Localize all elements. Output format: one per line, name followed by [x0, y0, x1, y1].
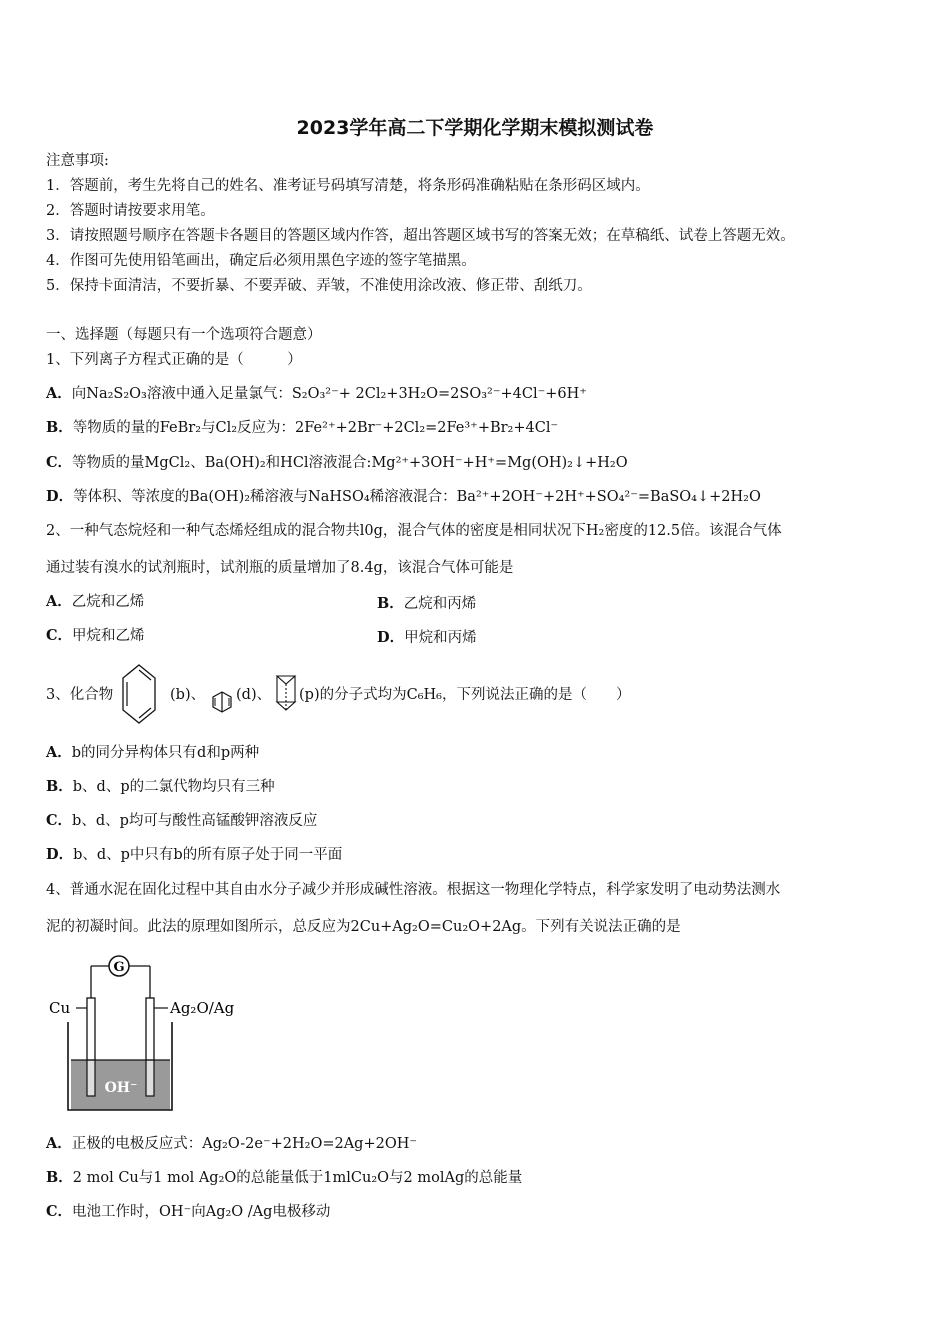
page-title: 2023学年高二下学期化学期末模拟测试卷 [296, 117, 654, 139]
notice-item: 4．作图可先使用铅笔画出，确定后必须用黑色字迹的签字笔描黑。 [46, 253, 476, 269]
option-label: C． [46, 1203, 73, 1220]
option-text: b的同分异构体只有d和p两种 [71, 745, 260, 761]
q2-stem: 2、一种气态烷烃和一种气态烯烃组成的混合物共l0g，混合气体的密度是相同状况下H₂密度的12.5倍。该混合气体 [46, 523, 782, 539]
q1-option-b [46, 418, 558, 438]
option-text: 甲烷和乙烯 [72, 628, 145, 644]
option-text: b、d、p的二氯代物均只有三种 [72, 779, 275, 795]
option-label: D． [46, 488, 74, 505]
benzene-structure-b [120, 662, 158, 726]
option-label: A． [46, 385, 72, 402]
option-text: 电池工作时，OH⁻向Ag₂O /Ag电极移动 [72, 1204, 331, 1220]
option-label: C． [46, 627, 73, 644]
option-label: D． [46, 846, 74, 863]
q4-stem: 4、普通水泥在固化过程中其自由水分子减少并形成碱性溶液。根据这一物理化学特点，科学家发明了电动势法测水 [46, 882, 781, 898]
option-text: 等物质的量的FeBr₂与Cl₂反应为：2Fe²⁺+2Br⁻+2Cl₂=2Fe³⁺+Br₂+4Cl⁻ [72, 420, 559, 436]
notice-item: 2．答题时请按要求用笔。 [46, 203, 215, 219]
q2-option-c [46, 626, 145, 646]
option-text: 乙烷和丙烯 [403, 596, 477, 612]
q3-d-label: (d)、 [236, 687, 272, 703]
q3-option-a [46, 743, 259, 763]
option-label: B． [377, 595, 404, 612]
q2-option-b [377, 592, 476, 613]
q3-option-b [46, 777, 275, 797]
q3-p-label: (p)的分子式均为C₆H₆，下列说法正确的是（ ） [299, 687, 631, 703]
electrochemical-cell-diagram [46, 950, 256, 1120]
option-text: 乙烷和乙烯 [71, 594, 145, 610]
q4-option-a [46, 1134, 417, 1154]
option-label: A． [46, 593, 72, 610]
q4-option-b [46, 1168, 522, 1188]
notice-item: 1．答题前，考生先将自己的姓名、准考证号码填写清楚，将条形码准确粘贴在条形码区域内。 [46, 178, 650, 194]
option-text: 等体积、等浓度的Ba(OH)₂稀溶液与NaHSO₄稀溶液混合：Ba²⁺+2OH⁻+2H⁺+SO₄²⁻=BaSO₄↓+2H₂O [73, 489, 761, 505]
option-label: B． [46, 778, 73, 795]
section-heading: 一、选择题（每题只有一个选项符合题意） [46, 327, 322, 343]
dewar-benzene-structure-d [210, 690, 234, 714]
q2-option-d [377, 626, 477, 647]
option-label: B． [46, 1169, 73, 1186]
option-label: C． [46, 454, 73, 471]
option-text: 2 mol Cu与1 mol Ag₂O的总能量低于1mlCu₂O与2 molAg的总能量 [72, 1170, 523, 1186]
galvanometer-label: G [113, 960, 125, 975]
option-label: A． [46, 1135, 72, 1152]
ag2o-ag-label: Ag₂O/Ag [170, 999, 235, 1017]
option-label: C． [46, 812, 73, 829]
q3-stem-start: 3、化合物 [46, 687, 114, 703]
oh-label: OH⁻ [104, 1080, 138, 1096]
q4-stem: 泥的初凝时间。此法的原理如图所示，总反应为2Cu+Ag₂O=Cu₂O+2Ag。下列有关说法正确的是 [46, 919, 681, 935]
option-text: 甲烷和丙烯 [404, 630, 477, 646]
option-text: 向Na₂S₂O₃溶液中通入足量氯气：S₂O₃²⁻+ 2Cl₂+3H₂O=2SO₃²⁻+4Cl⁻+6H⁺ [71, 386, 587, 402]
q1-option-c [46, 453, 628, 473]
q3-b-label: (b)、 [170, 687, 206, 703]
prismane-structure-p [274, 672, 298, 714]
option-label: A． [46, 744, 72, 761]
q4-option-c [46, 1202, 330, 1222]
option-text: b、d、p均可与酸性高锰酸钾溶液反应 [72, 813, 318, 829]
option-text: b、d、p中只有b的所有原子处于同一平面 [73, 847, 343, 863]
notice-item: 5．保持卡面清洁，不要折暴、不要弄破、弄皱，不准使用涂改液、修正带、刮纸刀。 [46, 278, 592, 294]
cu-label: Cu [49, 999, 71, 1017]
q1-option-a [46, 384, 587, 404]
q1-option-d [46, 487, 761, 507]
option-text: 正极的电极反应式：Ag₂O-2e⁻+2H₂O=2Ag+2OH⁻ [71, 1136, 418, 1152]
option-label: D． [377, 629, 405, 646]
q3-option-c [46, 811, 317, 831]
q3-option-d [46, 845, 342, 865]
q1-stem: 1、下列离子方程式正确的是（ ） [46, 352, 302, 368]
option-text: 等物质的量MgCl₂、Ba(OH)₂和HCl溶液混合:Mg²⁺+3OH⁻+H⁺=Mg(OH)₂↓+H₂O [72, 455, 628, 471]
notice-item: 3．请按照题号顺序在答题卡各题目的答题区域内作答，超出答题区域书写的答案无效；在草稿纸、试卷上答题无效。 [46, 228, 795, 244]
option-label: B． [46, 419, 73, 436]
q2-option-a [46, 592, 144, 612]
q2-stem: 通过装有溴水的试剂瓶时，试剂瓶的质量增加了8.4g，该混合气体可能是 [46, 560, 514, 576]
notice-heading: 注意事项: [46, 153, 109, 169]
